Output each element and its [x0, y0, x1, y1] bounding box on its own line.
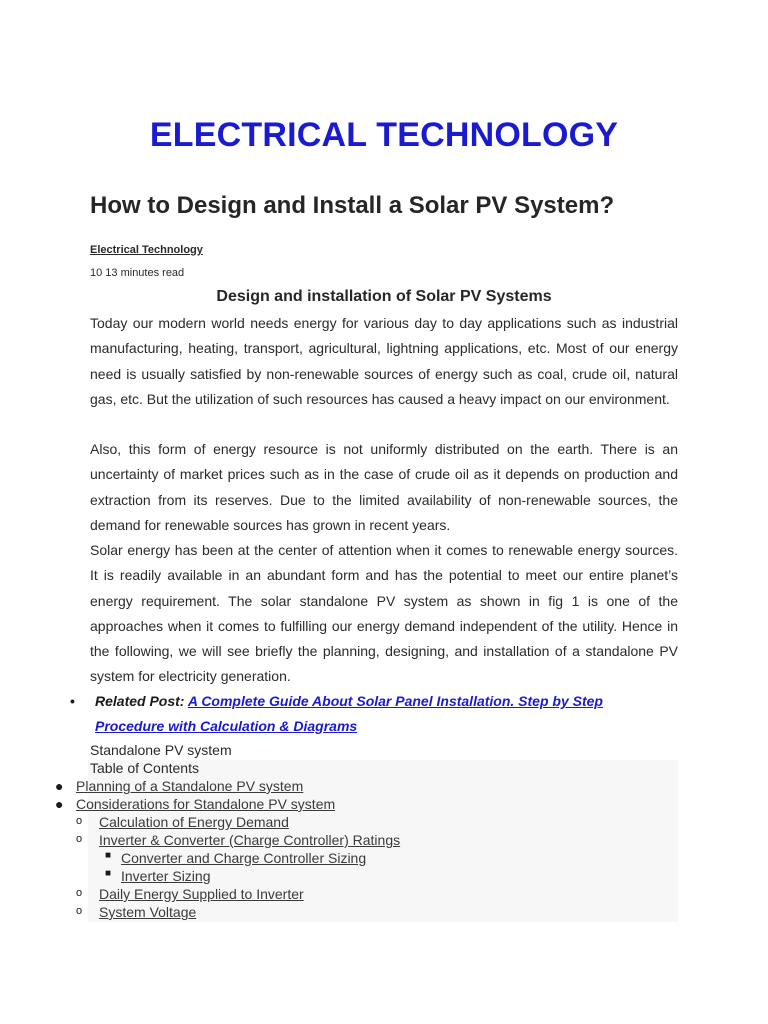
toc-item[interactable] [76, 814, 289, 830]
square-bullet-icon: ■ [105, 850, 112, 861]
toc-link[interactable]: Inverter Sizing [121, 868, 211, 884]
toc-item[interactable] [55, 778, 304, 794]
toc-link[interactable]: Calculation of Energy Demand [99, 814, 289, 830]
toc-link[interactable]: Daily Energy Supplied to Inverter [99, 886, 304, 902]
toc-link[interactable]: Inverter & Converter (Charge Controller) Ratings [99, 832, 401, 848]
section-heading: Design and installation of Solar PV Systems [216, 288, 552, 305]
related-post-label: Related Post: [95, 693, 185, 709]
toc-link[interactable]: Converter and Charge Controller Sizing [121, 850, 367, 866]
toc-item[interactable] [76, 886, 304, 902]
circle-bullet-icon: o [76, 815, 83, 827]
toc-item[interactable] [76, 832, 401, 848]
toc-item[interactable] [55, 796, 336, 812]
bullet-icon: ● [55, 778, 64, 794]
figure-caption: Standalone PV system [90, 742, 232, 758]
bullet-icon: • [70, 693, 75, 709]
author-link[interactable]: Electrical Technology [90, 244, 203, 256]
site-title: ELECTRICAL TECHNOLOGY [149, 116, 619, 154]
circle-bullet-icon: o [76, 887, 83, 899]
paragraph: Today our modern world needs energy for various day to day applications such as industrial manufacturing, heating, transport, agricultural, lightning applications, etc. Most of our energy need is usually satisfied by non-renewable sources of energy such as coal, crude oil, natural gas, etc. But the utilization of such resources has caused a heavy impact on our environment. [90, 315, 678, 407]
related-post [70, 689, 670, 739]
circle-bullet-icon: o [76, 905, 83, 917]
article-title: How to Design and Install a Solar PV System? [90, 192, 615, 219]
toc-link[interactable]: Planning of a Standalone PV system [76, 778, 304, 794]
toc-item[interactable] [76, 904, 197, 920]
circle-bullet-icon: o [76, 833, 83, 845]
square-bullet-icon: ■ [105, 868, 112, 879]
related-post-link[interactable]: A Complete Guide About Solar Panel Installation. Step by Step Procedure with Calculation & Diagrams [95, 693, 603, 734]
paragraph: Also, this form of energy resource is not uniformly distributed on the earth. There is an uncertainty of market prices such as in the case of crude oil as it depends on production and extraction from its reserves. Due to the limited availability of non-renewable sources, the demand for renewable sources has grown in recent years. [90, 441, 678, 533]
toc-link[interactable]: System Voltage [99, 904, 197, 920]
toc-item[interactable] [105, 850, 367, 866]
paragraph: Solar energy has been at the center of attention when it comes to renewable energy sources. It is readily available in an abundant form and has the potential to meet our entire planet’s energy requirement. The solar standalone PV system as shown in fig 1 is one of the approaches when it comes to fulfilling our energy demand independent of the utility. Hence in the following, we will see briefly the planning, designing, and installation of a standalone PV system for electricity generation. [90, 542, 678, 685]
toc-title: Table of Contents [90, 760, 199, 776]
toc-link[interactable]: Considerations for Standalone PV system [76, 796, 336, 812]
read-time: 10 13 minutes read [90, 267, 185, 279]
bullet-icon: ● [55, 796, 64, 812]
toc-item[interactable] [105, 868, 211, 884]
